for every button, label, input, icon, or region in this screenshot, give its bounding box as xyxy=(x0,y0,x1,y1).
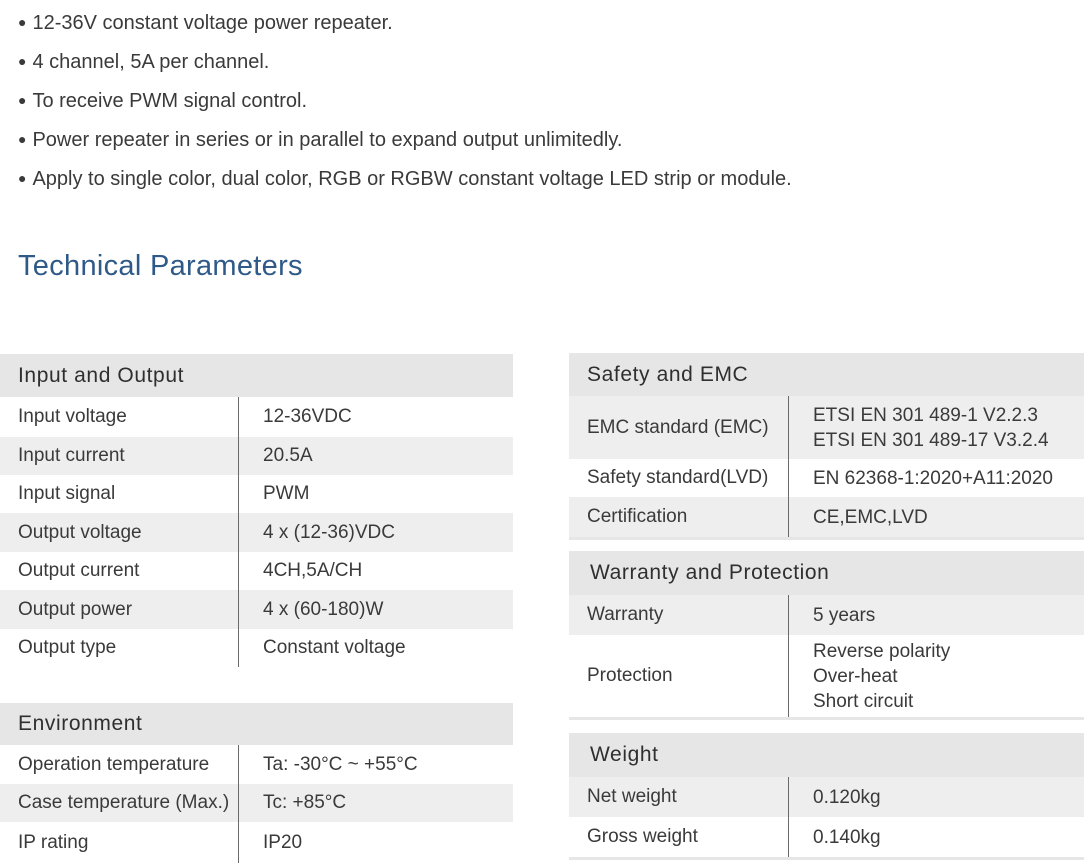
table-row: Safety standard(LVD) EN 62368-1:2020+A11:2020 xyxy=(569,459,1084,497)
table-row: Operation temperature Ta: -30°C ~ +55°C xyxy=(0,745,513,784)
table-row: Gross weight 0.140kg xyxy=(569,817,1084,860)
table-row: Input signal PWM xyxy=(0,475,513,513)
feature-list xyxy=(18,6,792,201)
feature-item: ● Power repeater in series or in parallel to expand output unlimitedly. xyxy=(18,129,623,151)
table-row: Protection Reverse polarity Over-heat Short circuit xyxy=(569,635,1084,720)
table-row: Case temperature (Max.) Tc: +85°C xyxy=(0,784,513,822)
environment-table xyxy=(0,703,513,863)
table-row: Certification CE,EMC,LVD xyxy=(569,497,1084,540)
feature-item: ● Apply to single color, dual color, RGB or RGBW constant voltage LED strip or module. xyxy=(18,168,792,190)
table-row: IP rating IP20 xyxy=(0,822,513,863)
weight-table xyxy=(569,733,1084,860)
table-row: EMC standard (EMC) ETSI EN 301 489-1 V2.2.3 ETSI EN 301 489-17 V3.2.4 xyxy=(569,396,1084,459)
warranty-protection-table xyxy=(569,551,1084,720)
table-row: Net weight 0.120kg xyxy=(569,777,1084,817)
table-header: Environment xyxy=(0,703,513,745)
table-row: Input voltage 12-36VDC xyxy=(0,397,513,437)
input-output-table xyxy=(0,354,513,667)
bullet-icon: ● xyxy=(18,92,27,108)
table-header: Input and Output xyxy=(0,354,513,397)
safety-emc-table xyxy=(569,353,1084,540)
table-row: Output current 4CH,5A/CH xyxy=(0,552,513,590)
feature-item: ● To receive PWM signal control. xyxy=(18,90,308,112)
table-row: Output power 4 x (60-180)W xyxy=(0,590,513,629)
bullet-icon: ● xyxy=(18,131,27,147)
table-row: Warranty 5 years xyxy=(569,595,1084,635)
table-row: Input current 20.5A xyxy=(0,437,513,475)
table-header: Safety and EMC xyxy=(569,353,1084,396)
table-row: Output voltage 4 x (12-36)VDC xyxy=(0,513,513,552)
table-row: Output type Constant voltage xyxy=(0,629,513,667)
table-header: Weight xyxy=(569,733,1084,777)
table-header: Warranty and Protection xyxy=(569,551,1084,595)
feature-item: ● 4 channel, 5A per channel. xyxy=(18,51,270,73)
bullet-icon: ● xyxy=(18,14,27,30)
feature-item: ● 12-36V constant voltage power repeater. xyxy=(18,12,393,34)
bullet-icon: ● xyxy=(18,53,27,69)
section-title: Technical Parameters xyxy=(18,250,303,282)
bullet-icon: ● xyxy=(18,170,27,186)
